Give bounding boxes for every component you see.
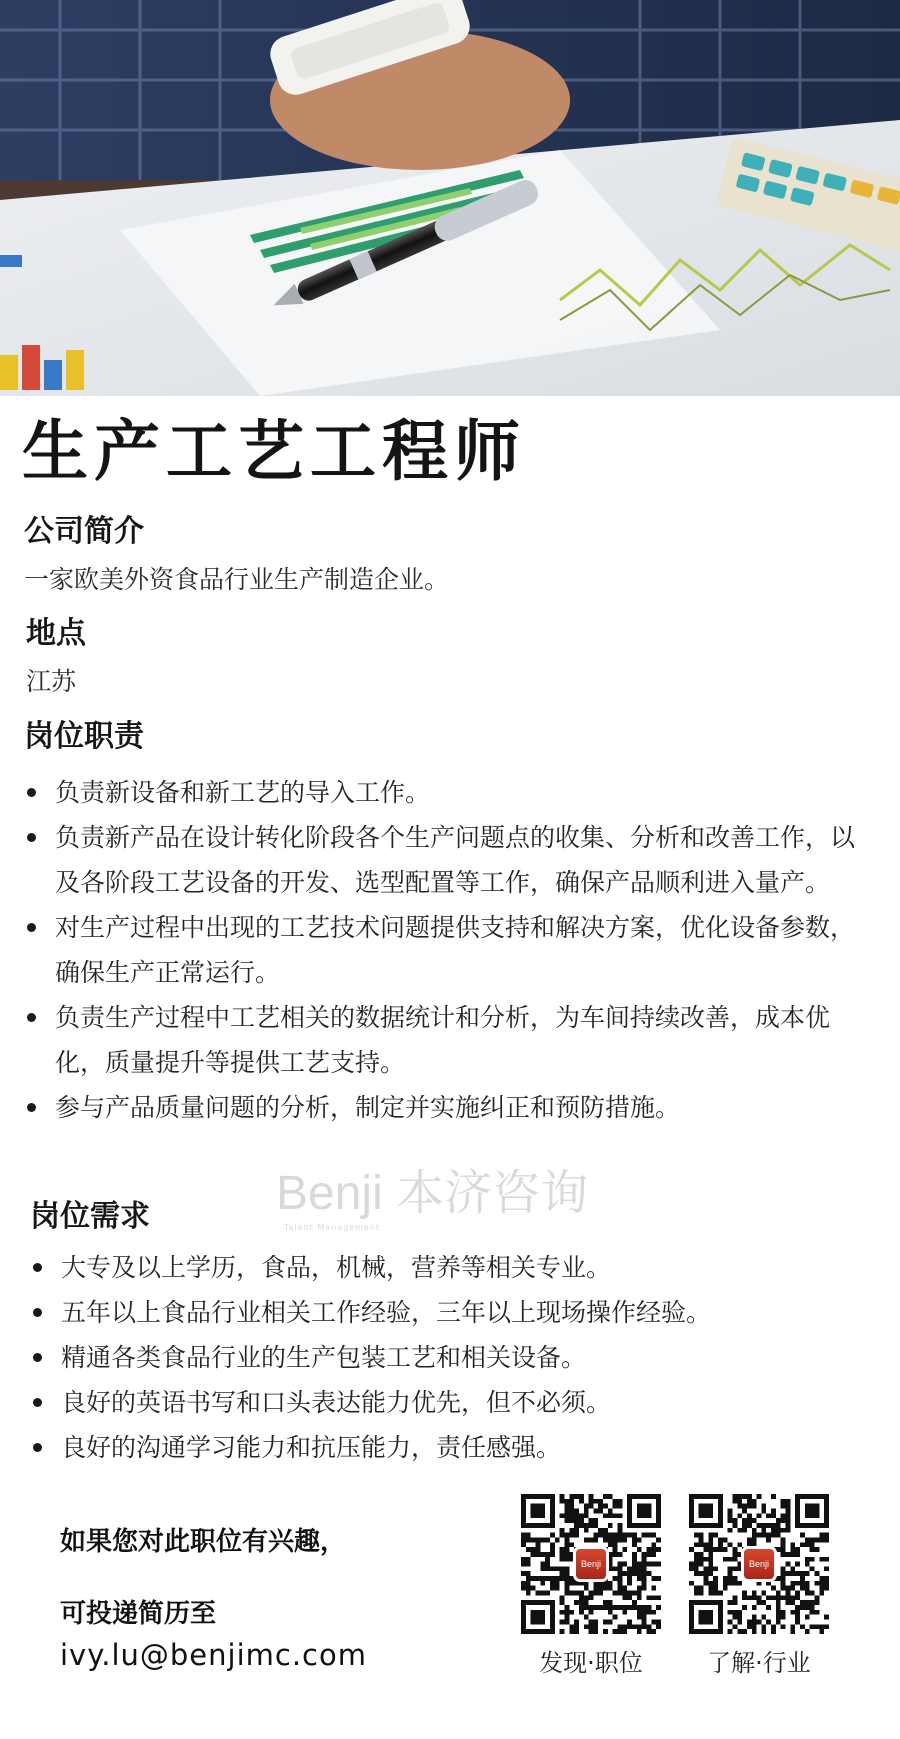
contact-submit: 可投递简历至 bbox=[60, 1599, 217, 1629]
requirement-item: 精通各类食品行业的生产包装工艺和相关设备。 bbox=[28, 1335, 880, 1380]
watermark-brand: Benji bbox=[276, 1167, 383, 1220]
duty-item: 对生产过程中出现的工艺技术问题提供支持和解决方案，优化设备参数，确保生产正常运行。 bbox=[22, 905, 874, 995]
watermark-logo bbox=[276, 1163, 606, 1241]
requirements-heading: 岗位需求 bbox=[30, 1199, 150, 1234]
duty-item: 参与产品质量问题的分析，制定并实施纠正和预防措施。 bbox=[22, 1085, 874, 1130]
duties-list bbox=[22, 770, 874, 1130]
company-heading: 公司简介 bbox=[24, 514, 144, 549]
duties-heading: 岗位职责 bbox=[24, 719, 144, 754]
company-description: 一家欧美外资食品行业生产制造企业。 bbox=[24, 565, 450, 594]
qr-badge: Benji bbox=[573, 1546, 609, 1582]
location-value: 江苏 bbox=[26, 667, 77, 696]
qr-code-industry[interactable] bbox=[689, 1494, 829, 1634]
qr-badge: Benji bbox=[741, 1546, 777, 1582]
requirement-item: 良好的沟通学习能力和抗压能力，责任感强。 bbox=[28, 1425, 880, 1470]
duty-item: 负责新产品在设计转化阶段各个生产问题点的收集、分析和改善工作，以及各阶段工艺设备的开发、选型配置等工作，确保产品顺利进入量产。 bbox=[22, 815, 874, 905]
job-title: 生产工艺工程师 bbox=[22, 413, 526, 490]
qr-code-jobs[interactable] bbox=[521, 1494, 661, 1634]
requirement-item: 良好的英语书写和口头表达能力优先，但不必须。 bbox=[28, 1380, 880, 1425]
contact-interest: 如果您对此职位有兴趣， bbox=[60, 1527, 347, 1557]
hero-image bbox=[0, 0, 900, 396]
requirement-item: 五年以上食品行业相关工作经验，三年以上现场操作经验。 bbox=[28, 1290, 880, 1335]
qr-caption-jobs: 发现·职位 bbox=[539, 1649, 643, 1677]
duty-item: 负责生产过程中工艺相关的数据统计和分析，为车间持续改善，成本优化，质量提升等提供工艺支持。 bbox=[22, 995, 874, 1085]
watermark-cn: 本济咨询 bbox=[396, 1167, 589, 1220]
requirement-item: 大专及以上学历，食品，机械，营养等相关专业。 bbox=[28, 1245, 880, 1290]
contact-email-link[interactable]: ivy.lu@benjimc.com bbox=[60, 1638, 367, 1672]
duty-item: 负责新设备和新工艺的导入工作。 bbox=[22, 770, 874, 815]
location-heading: 地点 bbox=[26, 616, 86, 651]
requirements-list bbox=[28, 1245, 880, 1470]
qr-caption-industry: 了解·行业 bbox=[707, 1649, 811, 1677]
watermark-sub: Talent Management bbox=[284, 1223, 381, 1232]
